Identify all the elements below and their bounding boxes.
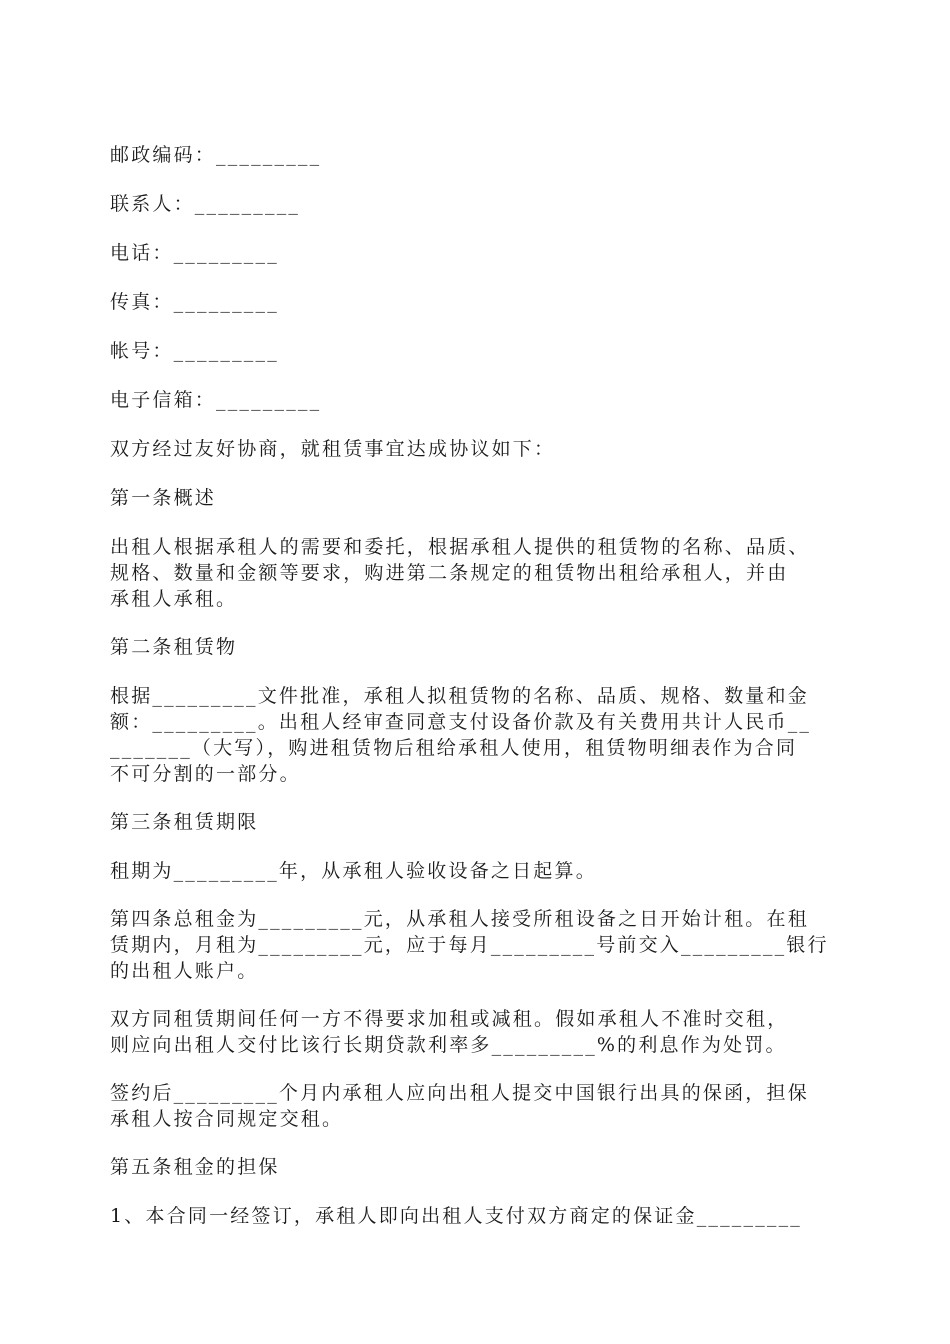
text-line: 签约后_________个月内承租人应向出租人提交中国银行出具的保函，担保 [110,1082,809,1104]
article-4-paragraph [110,906,845,984]
text-line: 出租人根据承租人的需要和委托，根据承租人提供的租赁物的名称、品质、 [110,536,810,558]
article-5-heading: 第五条租金的担保 [110,1156,280,1178]
text-line: 不可分割的一部分。 [110,763,301,785]
text-line: 承租人承租。 [110,588,238,610]
guarantee-letter-paragraph [110,1080,845,1132]
document-body [110,142,845,1229]
contact-field: 联系人：_________ [110,193,301,215]
intro-paragraph: 双方经过友好协商，就租赁事宜达成协议如下： [110,438,556,460]
text-line: 额：_________。出租人经审查同意支付设备价款及有关费用共计人民币__ [110,711,812,733]
text-line: 承租人按合同规定交租。 [110,1108,344,1130]
email-field: 电子信箱：_________ [110,389,322,411]
text-line: 第四条总租金为_________元，从承租人接受所租设备之日开始计租。在租 [110,908,809,930]
text-line: 根据_________文件批准，承租人拟租赁物的名称、品质、规格、数量和金 [110,685,809,707]
article-1-heading: 第一条概述 [110,487,217,509]
article-1-paragraph [110,534,845,612]
phone-field: 电话：_________ [110,242,279,264]
article-3-heading: 第三条租赁期限 [110,811,259,833]
rent-change-paragraph [110,1006,845,1058]
fax-field: 传真：_________ [110,291,279,313]
article-5-paragraph [110,1203,845,1229]
text-line: 规格、数量和金额等要求，购进第二条规定的租赁物出租给承租人，并由 [110,562,789,584]
text-line: 赁期内，月租为_________元，应于每月_________号前交入_________银行 [110,934,829,956]
text-line: 1、本合同一经签订，承租人即向出租人支付双方商定的保证金_________ [110,1205,802,1227]
text-line: 的出租人账户。 [110,960,259,982]
article-2-heading: 第二条租赁物 [110,636,238,658]
account-field: 帐号：_________ [110,340,279,362]
text-line: 租期为_________年，从承租人验收设备之日起算。 [110,860,597,882]
article-2-paragraph [110,683,845,787]
postal-code-field: 邮政编码：_________ [110,144,322,166]
text-line: 则应向出租人交付比该行长期贷款利率多_________%的利息作为处罚。 [110,1034,787,1056]
text-line: _______（大写），购进租赁物后租给承租人使用，租赁物明细表作为合同 [110,737,798,759]
text-line: 双方同租赁期间任何一方不得要求加租或减租。假如承租人不准时交租， [110,1008,789,1030]
article-3-paragraph [110,858,845,884]
